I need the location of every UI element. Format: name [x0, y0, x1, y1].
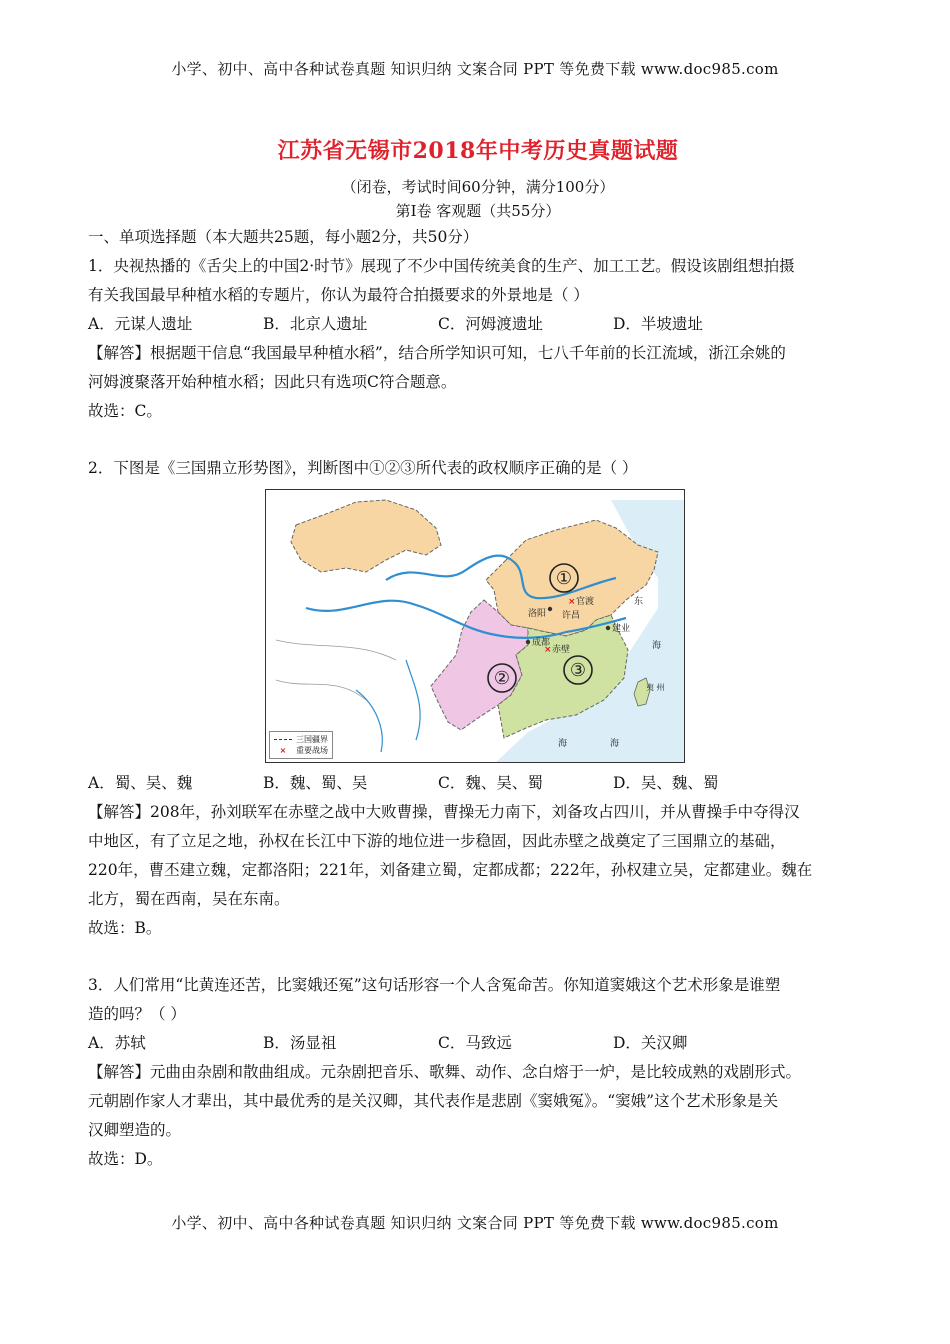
city-dot-icon [526, 640, 530, 644]
battle-marker-icon: × [544, 645, 552, 655]
sea-label: 海 [610, 739, 620, 749]
svg-text:②: ② [493, 668, 511, 689]
question-line: 有关我国最早种植水稻的专题片，你认为最符合拍摄要求的外景地是（ ） [88, 286, 589, 304]
city-dot-icon [606, 626, 610, 630]
svg-text:①: ① [555, 568, 573, 589]
city-label: 洛阳 [528, 609, 547, 619]
answer-choice: 故选：D。 [88, 1150, 163, 1168]
exam-info: （闭卷，考试时间60分钟，满分100分） [341, 178, 615, 196]
answer-line: 汉卿塑造的。 [88, 1121, 182, 1139]
border-line [276, 640, 396, 660]
question-line: 造的吗？（ ） [88, 1005, 186, 1023]
section-heading: 一、单项选择题（本大题共25题，每小题2分，共50分） [88, 228, 479, 246]
option-a: A．蜀、吴、魏 [88, 774, 193, 792]
three-kingdoms-map [265, 489, 685, 763]
border-dash-icon [274, 739, 292, 740]
option-b: B．汤显祖 [263, 1034, 337, 1052]
question-2 [88, 454, 868, 943]
question-3 [88, 971, 868, 1174]
answer-choice: 故选：C。 [88, 402, 162, 420]
question-line: 2．下图是《三国鼎立形势图》，判断图中①②③所代表的政权顺序正确的是（ ） [88, 459, 638, 477]
answer-line: 【解答】208年，孙刘联军在赤壁之战中大败曹操，曹操无力南下，刘备攻占四川，并从曹操手中夺得汉 [88, 803, 800, 821]
option-b: B．北京人遗址 [263, 315, 368, 333]
river-branch [406, 660, 420, 740]
river-branch [356, 690, 382, 752]
question-1 [88, 252, 868, 426]
answer-line: 220年，曹丕建立魏，定都洛阳；221年，刘备建立蜀，定都成都；222年，孙权建立吴，定都建业。魏在 [88, 861, 813, 879]
page-title: 江苏省无锡市2018年中考历史真题试题 [277, 138, 679, 164]
option-d: D．关汉卿 [613, 1034, 688, 1052]
answer-line: 【解答】根据题干信息“我国最早种植水稻”，结合所学知识可知，七八千年前的长江流域，浙江余姚的 [88, 344, 786, 362]
answer-line: 中地区，有了立足之地，孙权在长江中下游的地位进一步稳固，因此赤壁之战奠定了三国鼎立的基础， [88, 832, 786, 850]
option-a: A．元谋人遗址 [88, 315, 193, 333]
options-row [88, 1029, 868, 1058]
city-label: 许昌 [562, 611, 581, 621]
option-c: C．河姆渡遗址 [438, 315, 543, 333]
border-line [276, 680, 366, 700]
question-line: 1．央视热播的《舌尖上的中国2·时节》展现了不少中国传统美食的生产、加工工艺。假设该剧组想拍摄 [88, 257, 795, 275]
city-dot-icon [548, 607, 552, 611]
option-a: A．苏轼 [88, 1034, 146, 1052]
island-label: 夷 州 [646, 683, 665, 692]
answer-line: 北方，蜀在西南，吴在东南。 [88, 890, 290, 908]
city-label: 成都 [532, 638, 551, 648]
city-label: 建业 [612, 624, 631, 634]
page-header: 小学、初中、高中各种试卷真题 知识归纳 文案合同 PPT 等免费下载 www.doc985.com [171, 60, 779, 78]
city-label: 官渡 [576, 597, 595, 607]
battle-x-icon: × [279, 746, 287, 755]
battle-marker-icon: × [568, 597, 576, 607]
answer-choice: 故选：B。 [88, 919, 162, 937]
page-footer: 小学、初中、高中各种试卷真题 知识归纳 文案合同 PPT 等免费下载 www.doc985.com [171, 1214, 779, 1232]
sea-label: 东 [634, 597, 644, 607]
question-line: 3．人们常用“比黄连还苦，比窦娥还冤”这句话形容一个人含冤命苦。你知道窦娥这个艺术形象是谁塑 [88, 976, 781, 994]
options-row [88, 769, 868, 798]
map-legend: 三国疆界 × 重要战场 [269, 731, 333, 759]
part-title: 第Ⅰ卷 客观题（共55分） [395, 202, 561, 220]
document-body [88, 134, 868, 1174]
wei-west-region [291, 500, 441, 572]
option-b: B．魏、蜀、吴 [263, 774, 368, 792]
city-label: 赤壁 [552, 645, 571, 655]
option-d: D．吴、魏、蜀 [613, 774, 719, 792]
sea-label: 海 [652, 641, 662, 651]
svg-text:③: ③ [569, 660, 587, 681]
option-c: C．魏、吴、蜀 [438, 774, 543, 792]
answer-line: 河姆渡聚落开始种植水稻；因此只有选项C符合题意。 [88, 373, 457, 391]
option-d: D．半坡遗址 [613, 315, 703, 333]
answer-line: 元朝剧作家人才辈出，其中最优秀的是关汉卿，其代表作是悲剧《窦娥冤》。“窦娥”这个艺术形象是关 [88, 1092, 779, 1110]
options-row [88, 310, 868, 339]
answer-line: 【解答】元曲由杂剧和散曲组成。元杂剧把音乐、歌舞、动作、念白熔于一炉，是比较成熟的戏剧形式。 [88, 1063, 802, 1081]
option-c: C．马致远 [438, 1034, 512, 1052]
sea-label: 海 [558, 739, 568, 749]
